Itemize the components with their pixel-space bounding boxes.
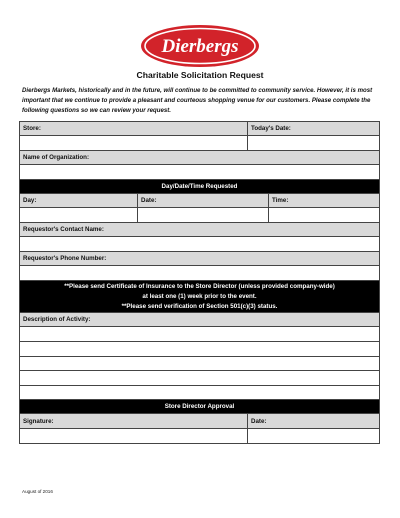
store-input-row (20, 136, 379, 151)
dierbergs-logo (140, 24, 260, 68)
phone-label-row (20, 252, 379, 266)
logo-text: Dierbergs (161, 36, 239, 57)
contact-label: Requestor's Contact Name: (20, 223, 379, 236)
approval-header: Store Director Approval (20, 400, 379, 413)
activity-line (20, 386, 379, 400)
store-label: Store: (20, 122, 248, 135)
contact-label-row (20, 223, 379, 237)
activity-line (20, 327, 379, 342)
date-field[interactable] (138, 208, 269, 222)
approval-date-label: Date: (248, 414, 379, 428)
activity-line (20, 357, 379, 371)
signature-label: Signature: (20, 414, 248, 428)
day-label: Day: (20, 194, 138, 207)
day-field[interactable] (20, 208, 138, 222)
signature-label-row (20, 414, 379, 429)
dtr-label-row (20, 194, 379, 208)
org-field[interactable] (20, 165, 379, 179)
notice-line-3: **Please send verification of Section 501(c)(3) status. (121, 302, 278, 310)
activity-label: Description of Activity: (20, 313, 379, 326)
activity-field-line[interactable] (20, 327, 379, 341)
form-title: Charitable Solicitation Request (136, 70, 264, 80)
store-field[interactable] (20, 136, 248, 150)
phone-field[interactable] (20, 266, 379, 280)
signature-field[interactable] (20, 429, 248, 443)
notice-line-1: **Please send Certificate of Insurance to the Store Director (unless provided company-wide) (64, 282, 335, 290)
org-label-row (20, 151, 379, 165)
intro-paragraph: Dierbergs Markets, historically and in the future, will continue to be committed to community service. However, it is most important that we continue to provide a pleasant and courteous shopping venue for our customers. Please complete the following questions so we can review your request. (22, 87, 373, 114)
dtr-header-row (20, 180, 379, 194)
phone-label: Requestor's Phone Number: (20, 252, 379, 265)
store-label-row (20, 122, 379, 136)
activity-label-row (20, 313, 379, 327)
activity-line (20, 371, 379, 386)
dtr-header: Day/Date/Time Requested (20, 180, 379, 193)
insurance-notice (20, 281, 379, 313)
request-form (19, 121, 380, 444)
activity-field-line[interactable] (20, 386, 379, 399)
notice-line-2: at least one (1) week prior to the event. (142, 292, 257, 300)
logo-graphic (140, 24, 260, 68)
activity-field-line[interactable] (20, 342, 379, 356)
phone-input-row (20, 266, 379, 281)
date-label: Date: (138, 194, 269, 207)
approval-date-field[interactable] (248, 429, 379, 443)
activity-field-line[interactable] (20, 357, 379, 370)
signature-input-row (20, 429, 379, 444)
time-label: Time: (269, 194, 379, 207)
contact-field[interactable] (20, 237, 379, 251)
todays-date-field[interactable] (248, 136, 379, 150)
time-field[interactable] (269, 208, 379, 222)
todays-date-label: Today's Date: (248, 122, 379, 135)
activity-field-line[interactable] (20, 371, 379, 385)
approval-header-row (20, 400, 379, 414)
contact-input-row (20, 237, 379, 252)
org-input-row (20, 165, 379, 180)
footer-date: August of 2016 (22, 489, 53, 494)
org-label: Name of Organization: (20, 151, 379, 164)
dtr-input-row (20, 208, 379, 223)
activity-line (20, 342, 379, 357)
